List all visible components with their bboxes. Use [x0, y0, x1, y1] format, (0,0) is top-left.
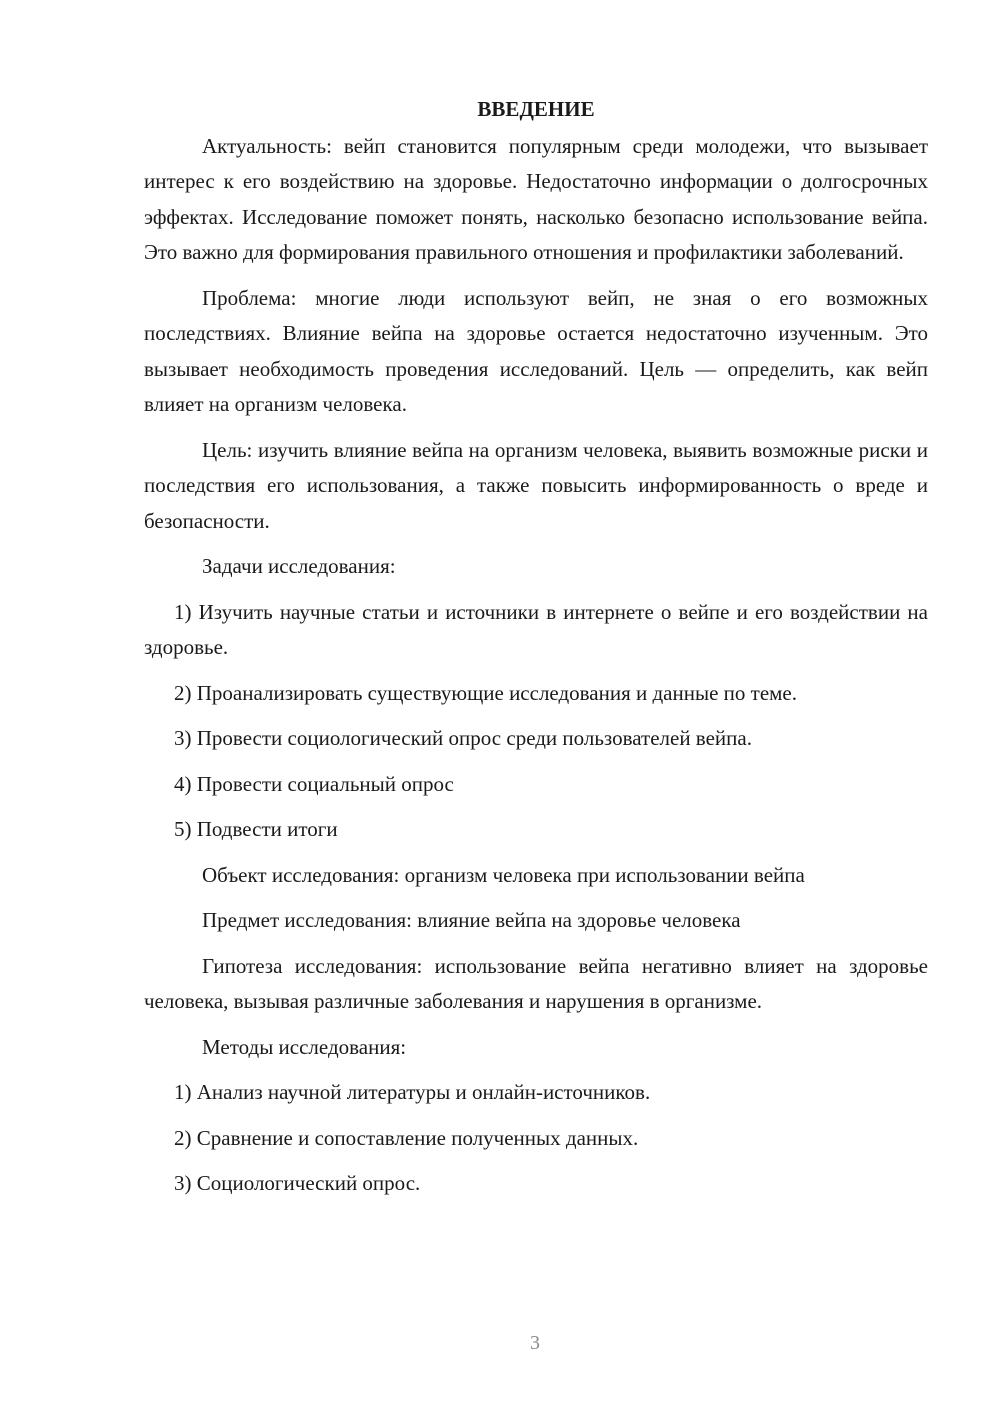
tasks-heading: Задачи исследования:: [202, 554, 396, 578]
task-item: 5) Подвести итоги: [174, 817, 338, 841]
problem-paragraph: Проблема: многие люди используют вейп, не зная о его возможных последствиях. Влияние вейпа на здоровье остается недостаточно изученным. Это вызывает необходимость проведения исследований. Цель — определить, как вейп влияет на организм человека.: [144, 285, 928, 416]
task-item: 2) Проанализировать существующие исследования и данные по теме.: [174, 680, 797, 705]
task-item: 1) Изучить научные статьи и источники в интернете о вейпе и его воздействии на здоровье.: [144, 599, 928, 659]
task-item: 3) Провести социологический опрос среди пользователей вейпа.: [174, 726, 752, 750]
research-object: Объект исследования: организм человека при использовании вейпа: [202, 862, 805, 887]
goal-paragraph: Цель: изучить влияние вейпа на организм человека, выявить возможные риски и последствия его использования, а также повысить информированность о вреде и безопасности.: [144, 437, 928, 533]
method-item: 3) Социологический опрос.: [174, 1171, 421, 1195]
section-title: ВВЕДЕНИЕ: [477, 97, 595, 121]
task-item: 4) Провести социальный опрос: [174, 771, 454, 796]
method-item: 2) Сравнение и сопоставление полученных данных.: [174, 1125, 639, 1150]
document-page: [144, 92, 928, 1212]
methods-heading: Методы исследования:: [202, 1034, 407, 1059]
method-item: 1) Анализ научной литературы и онлайн-источников.: [174, 1080, 651, 1104]
research-hypothesis: Гипотеза исследования: использование вейпа негативно влияет на здоровье человека, вызывая различные заболевания и нарушения в организме.: [144, 953, 928, 1013]
relevance-paragraph: Актуальность: вейп становится популярным среди молодежи, что вызывает интерес к его воздействию на здоровье. Недостаточно информации о долгосрочных эффектах. Исследование поможет понять, насколько безопасно использование вейпа. Это важно для формирования правильного отношения и профилактики заболеваний.: [144, 133, 928, 264]
page-number: 3: [530, 1332, 540, 1354]
research-subject: Предмет исследования: влияние вейпа на здоровье человека: [202, 908, 741, 932]
